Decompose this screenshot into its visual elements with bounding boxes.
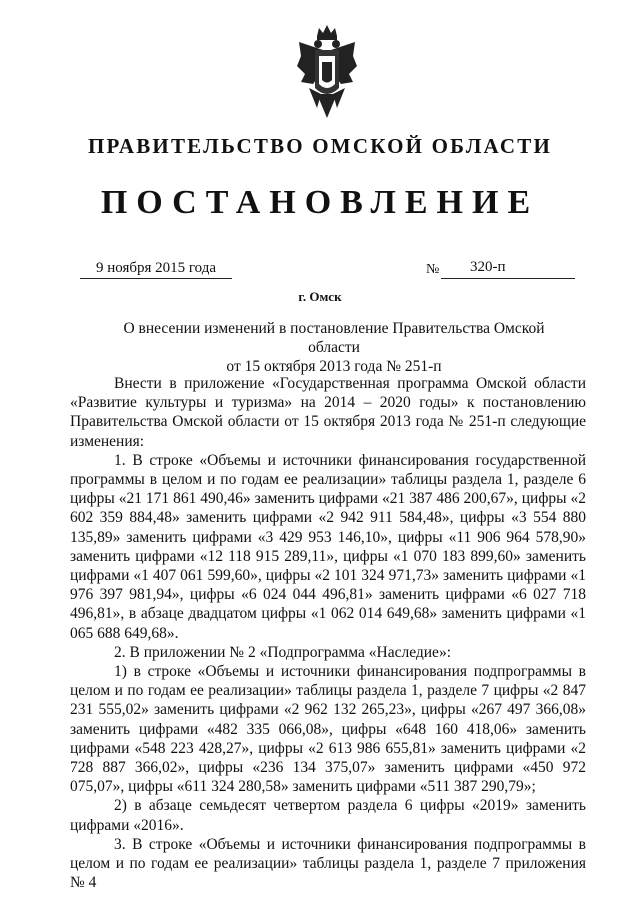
body-paragraph: 2) в абзаце семьдесят четвертом раздела 6 цифры «2019» заменить цифрами «2016». <box>70 797 586 834</box>
title-line-2: от 15 октября 2013 года № 251-п <box>226 358 442 375</box>
coat-of-arms-emblem <box>295 22 359 122</box>
date-underline <box>80 278 232 279</box>
city-name: г. Омск <box>298 289 342 304</box>
number-underline <box>441 278 575 279</box>
document-date: 9 ноября 2015 года <box>95 260 217 276</box>
title-line-1: О внесении изменений в постановление Правительства Омской области <box>123 320 545 356</box>
body-paragraph: 1. В строке «Объемы и источники финансирования государственной программы в целом и по годам ее реализации» таблицы раздела 1, разделе 6 цифры «21 171 861 490,46» заменить цифрами «21 387 486 200,67», цифры «2 602 359 884,48» заменить цифрами «2 942 911 584,48», цифры «3 554 880 135,89» заменить цифрами «3 429 953 146,10», цифры «11 906 964 578,90» заменить цифрами «12 118 915 289,11», цифры «1 070 183 899,60» заменить цифрами «1 407 061 599,60», цифры «2 101 324 971,73» заменить цифрами «1 976 397 981,94», цифры «6 024 044 496,81» заменить цифрами «6 027 718 496,81», в абзаце двадцатом цифры «1 062 014 649,68» заменить цифрами «1 065 688 649,68». <box>70 451 586 642</box>
organization-title: ПРАВИТЕЛЬСТВО ОМСКОЙ ОБЛАСТИ <box>87 134 552 158</box>
document-body <box>70 374 586 892</box>
body-paragraph: 1) в строке «Объемы и источники финансирования подпрограммы в целом и по годам ее реализации» таблицы раздела 1, разделе 7 цифры «2 847 231 555,02» заменить цифрами «2 962 132 265,23», цифры «267 497 366,08» заменить цифрами «482 335 066,08», цифры «648 160 418,06» заменить цифрами «548 223 428,27», цифры «2 613 986 655,81» заменить цифрами «2 728 887 366,02», цифры «236 134 375,07» заменить цифрами «450 972 075,07», цифры «611 324 280,58» заменить цифрами «511 387 290,79»; <box>70 663 586 796</box>
body-paragraph: 3. В строке «Объемы и источники финансирования подпрограммы в целом и по годам ее реализации» таблицы раздела 1, разделе 7 приложения № 4 <box>70 835 586 892</box>
body-paragraph: 2. В приложении № 2 «Подпрограмма «Наследие»: <box>114 643 451 661</box>
number-sign: № <box>426 262 440 277</box>
document-title <box>104 319 564 376</box>
document-type-heading: ПОСТАНОВЛЕНИЕ <box>100 184 540 221</box>
document-number: 320-п <box>470 259 506 275</box>
body-paragraph: Внести в приложение «Государственная программа Омской области «Развитие культуры и туризма» на 2014 – 2020 годы» к постановлению Правительства Омской области от 15 октября 2013 года № 251-п следующие изменения: <box>70 375 586 450</box>
